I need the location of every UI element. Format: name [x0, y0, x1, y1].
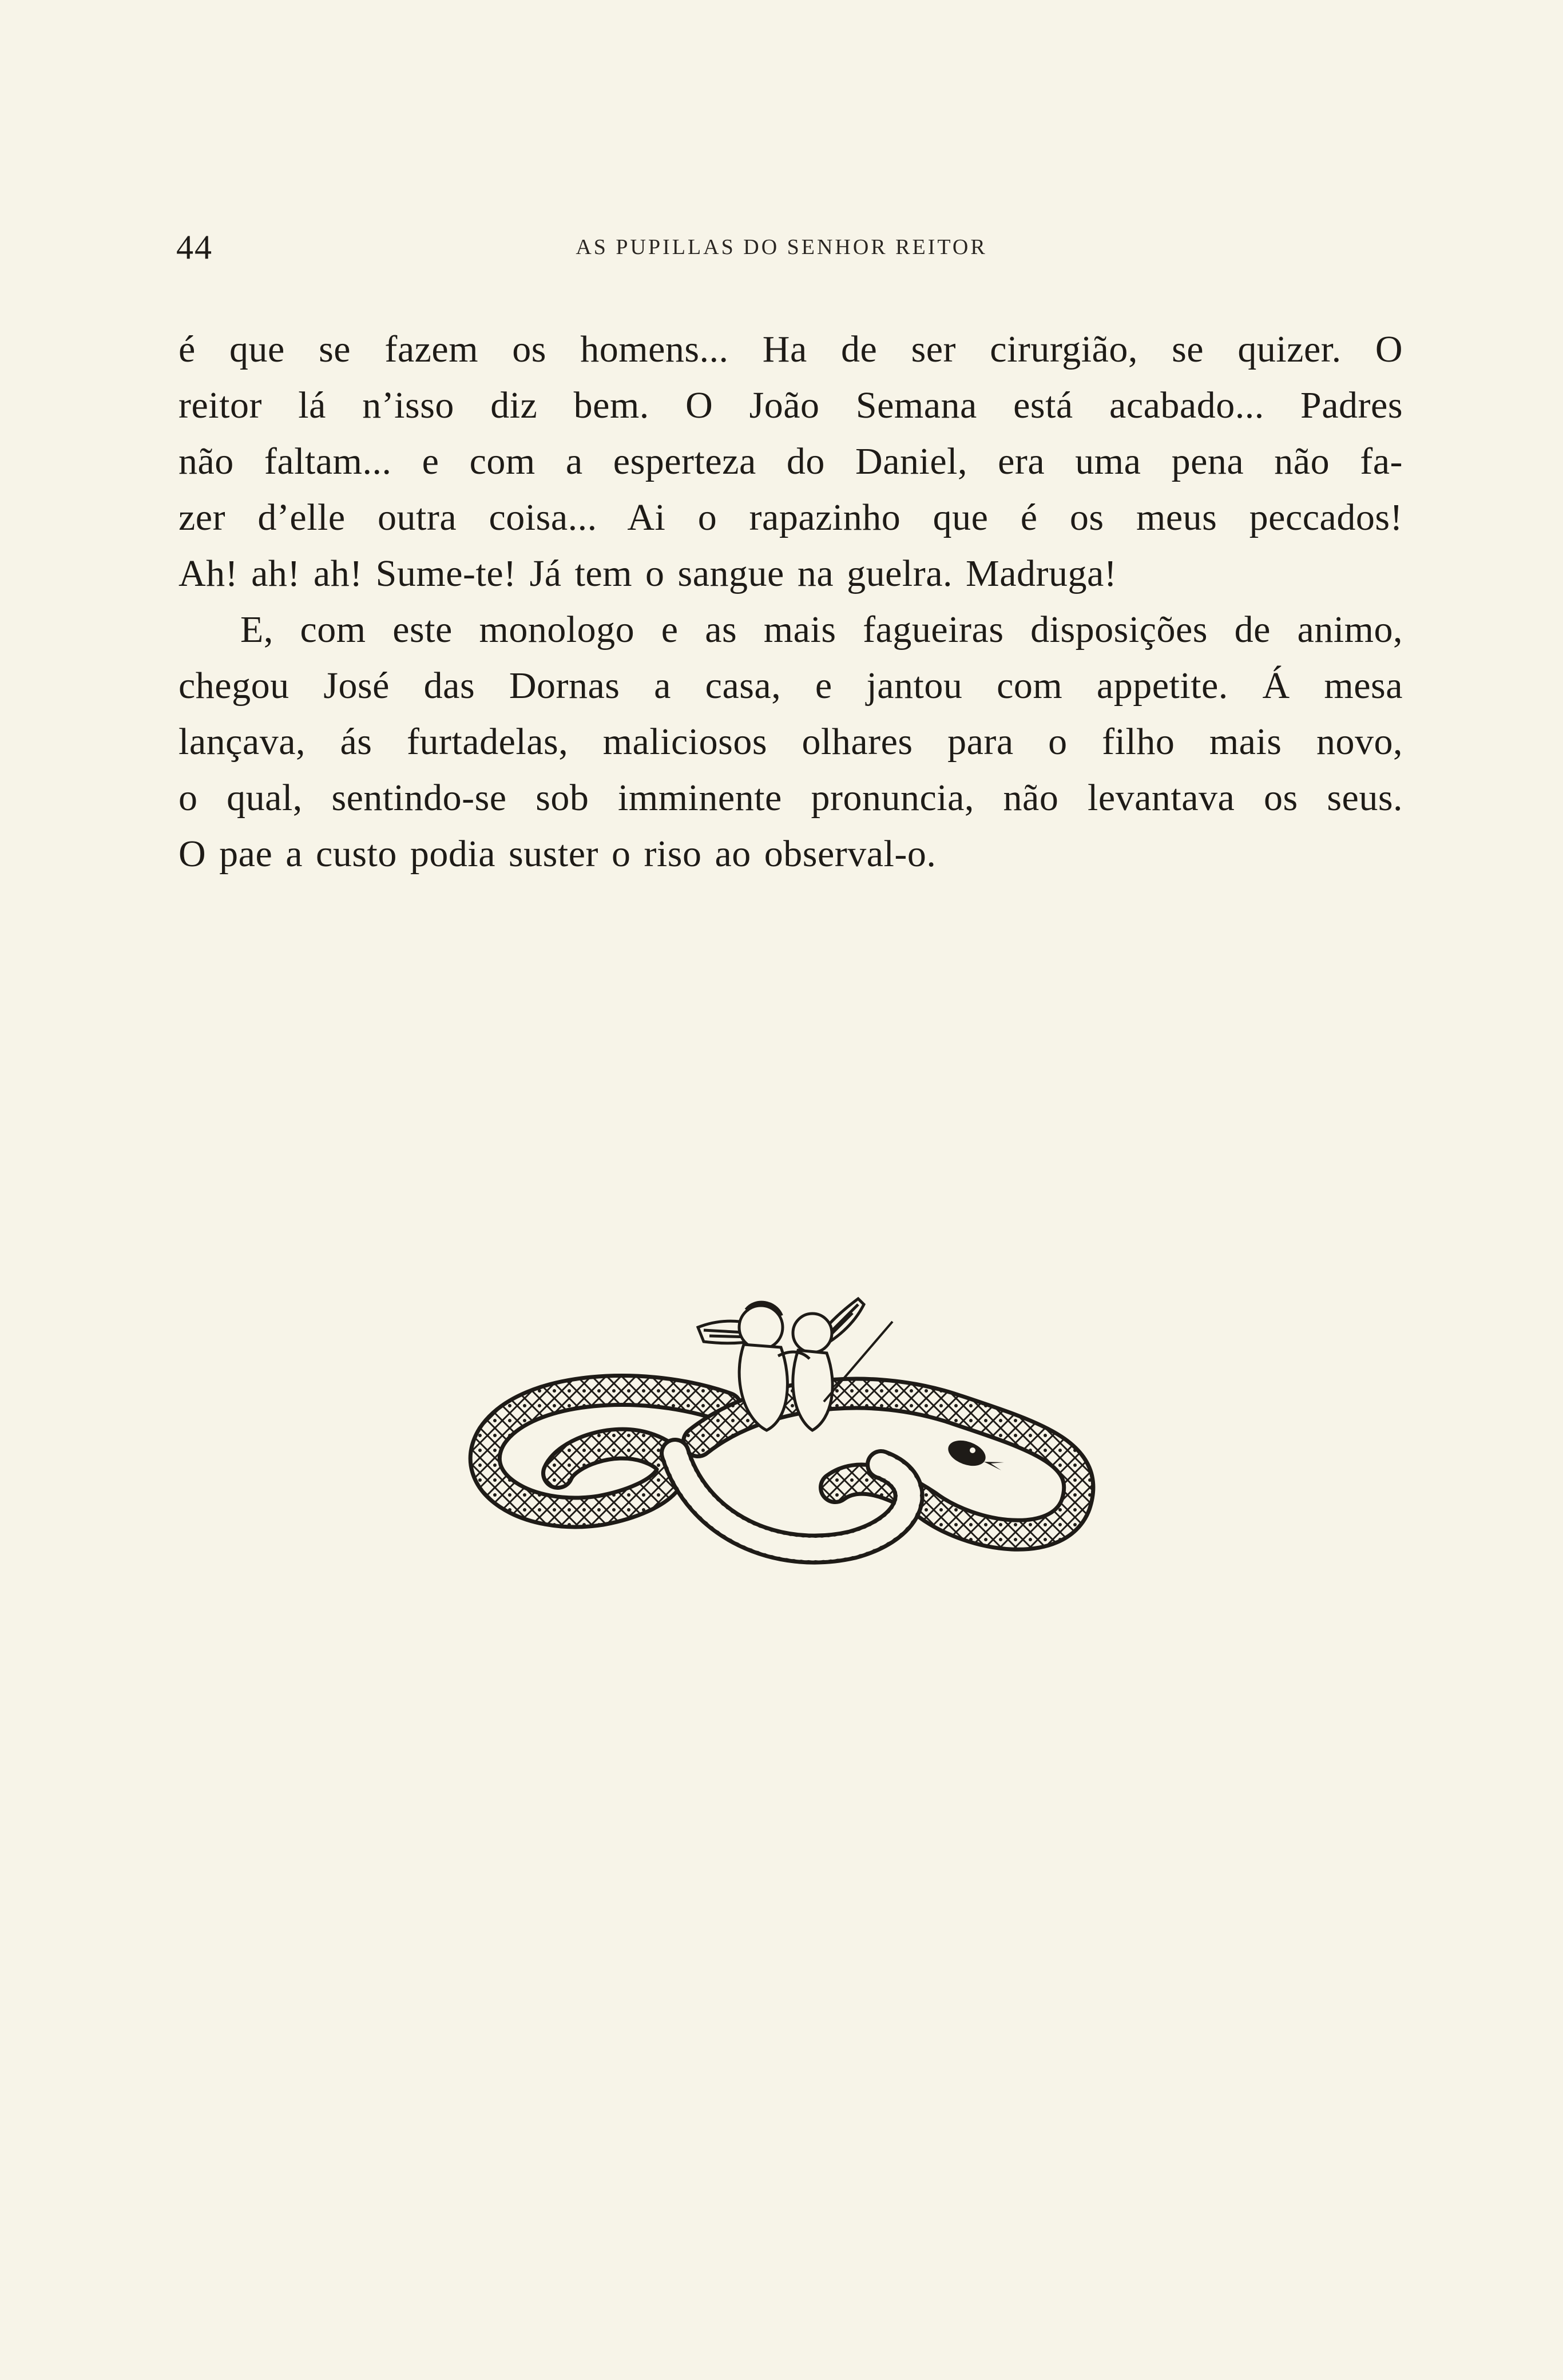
serpent-head: [945, 1436, 1004, 1471]
text-line: é que se fazem os homens... Ha de ser cirurgião, se quizer. O: [178, 328, 1403, 370]
running-head: AS PUPILLAS DO SENHOR REITOR: [576, 235, 987, 259]
cherubs-serpent-vignette-icon: [458, 1264, 1110, 1585]
body-text: [178, 322, 1403, 882]
text-line: lançava, ás furtadelas, maliciosos olhares para o filho mais novo,: [178, 721, 1403, 763]
text-line: zer d’elle outra coisa... Ai o rapazinho que é os meus peccados!: [178, 497, 1403, 538]
text-line: chegou José das Dornas a casa, e jantou com appetite. Á mesa: [178, 665, 1403, 707]
text-line: Ah! ah! ah! Sume-te! Já tem o sangue na guelra. Madruga!: [178, 553, 1117, 594]
page-number: 44: [176, 228, 213, 266]
text-line: reitor lá n’isso diz bem. O João Semana está acabado... Padres: [178, 384, 1403, 426]
paragraph-start-line: E, com este monologo e as mais fagueiras disposições de animo,: [240, 609, 1403, 650]
text-line: não faltam... e com a esperteza do Daniel, era uma pena não fa-: [178, 441, 1403, 482]
text-line: o qual, sentindo-se sob imminente pronuncia, não levantava os seus.: [178, 777, 1403, 819]
text-line: O pae a custo podia suster o riso ao observal-o.: [178, 833, 937, 875]
